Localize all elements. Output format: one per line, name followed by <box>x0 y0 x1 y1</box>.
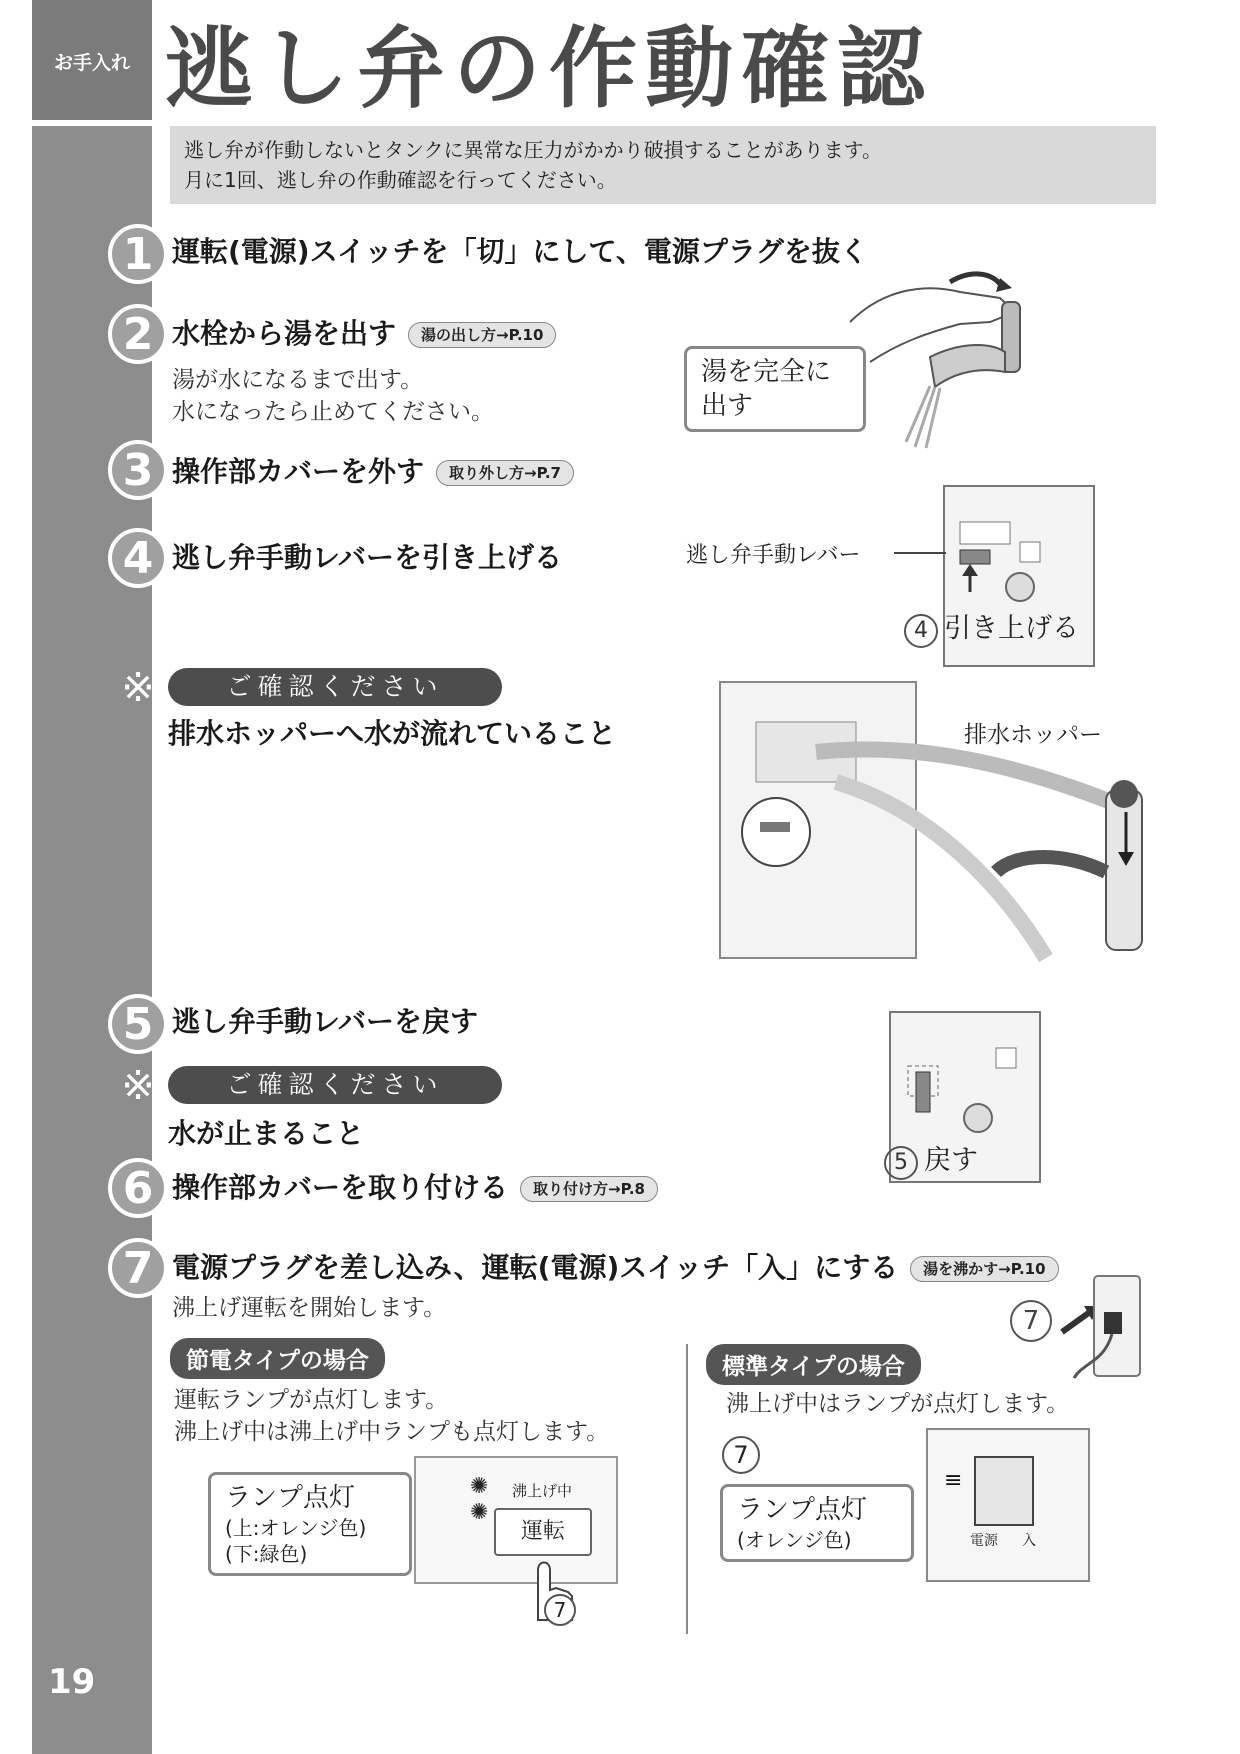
saving-type-line-1: 運転ランプが点灯します。 <box>174 1387 449 1413</box>
step-number-4: 4 <box>108 528 168 588</box>
step-6-heading: 操作部カバーを取り付ける <box>172 1171 509 1204</box>
lever-action: 引き上げる <box>944 613 1079 644</box>
step-number-3: 3 <box>108 440 168 500</box>
step-4-heading: 逃し弁手動レバーを引き上げる <box>172 541 563 574</box>
saving-type-title: 節電タイプの場合 <box>170 1338 385 1379</box>
power-rocker-switch[interactable] <box>974 1456 1034 1526</box>
standard-callout-line-1: (オレンジ色) <box>737 1528 852 1552</box>
plug-step-circle: 7 <box>1010 1300 1052 1342</box>
step-2-heading: 水栓から湯を出す <box>172 317 397 350</box>
faucet-illustration <box>840 262 1040 452</box>
step-2-page-ref[interactable]: 湯の出し方→P.10 <box>408 322 556 348</box>
page-number: 19 <box>48 1662 96 1702</box>
step-2-heading-row <box>172 314 556 354</box>
confirm-check-1: 排水ホッパーへ水が流れていること <box>168 717 617 750</box>
confirm-pill-2: ご確認ください <box>168 1066 502 1104</box>
return-step-circle: 5 <box>884 1146 918 1180</box>
step-7-page-ref[interactable]: 湯を沸かす→P.10 <box>910 1256 1058 1282</box>
step-2-sub-2: 水になったら止めてください。 <box>172 399 494 425</box>
saving-step-circle: 7 <box>544 1594 576 1626</box>
lamp-burst-icon: ✺ <box>470 1474 489 1499</box>
return-action: 戻す <box>924 1145 978 1176</box>
faucet-callout-line-2: 出す <box>701 391 754 421</box>
switch-power-label: 電源 <box>970 1533 998 1549</box>
step-3-heading: 操作部カバーを外す <box>172 455 425 488</box>
return-action-row <box>884 1138 978 1180</box>
hopper-label: 排水ホッパー <box>964 722 1102 748</box>
lamp-burst-icon-lower: ✺ <box>470 1500 489 1525</box>
intro-line-1: 逃し弁が作動しないとタンクに異常な圧力がかかり破損することがあります。 <box>184 138 882 162</box>
standard-step-circle: 7 <box>722 1436 760 1474</box>
standard-callout-title: ランプ点灯 <box>737 1495 868 1525</box>
step-7-heading-row <box>172 1248 1059 1288</box>
saving-lamp-callout <box>208 1472 412 1576</box>
sidebar <box>32 126 152 1754</box>
step-7-heading: 電源プラグを差し込み、運転(電源)スイッチ「入」にする <box>172 1251 899 1284</box>
faucet-callout <box>684 346 866 432</box>
step-number-5: 5 <box>108 994 168 1054</box>
confirm-check-2: 水が止まること <box>168 1117 365 1150</box>
confirm-mark-1: ※ <box>121 665 155 711</box>
step-2-sub-1: 湯が水になるまで出す。 <box>172 367 424 393</box>
saving-callout-line-1: (上:オレンジ色) <box>225 1516 367 1540</box>
step-1-heading: 運転(電源)スイッチを「切」にして、電源プラグを抜く <box>172 235 868 268</box>
confirm-pill-1: ご確認ください <box>168 668 502 706</box>
standard-lamp-burst-icon: ≡ <box>944 1468 963 1493</box>
standard-type-line-1: 沸上げ中はランプが点灯します。 <box>726 1391 1070 1417</box>
switch-on-label: 入 <box>1022 1533 1036 1549</box>
lever-step-circle: 4 <box>904 614 938 648</box>
saving-callout-title: ランプ点灯 <box>225 1483 356 1513</box>
page-title: 逃し弁の作動確認 <box>165 17 934 120</box>
step-number-2: 2 <box>108 304 168 364</box>
step-number-1: 1 <box>108 224 168 284</box>
intro-line-2: 月に1回、逃し弁の作動確認を行ってください。 <box>184 168 617 192</box>
lever-action-row <box>904 606 1079 648</box>
section-label: お手入れ <box>53 52 130 74</box>
saving-callout-line-2: (下:緑色) <box>225 1542 308 1566</box>
type-divider <box>686 1344 688 1634</box>
standard-lamp-callout <box>720 1484 914 1562</box>
step-5-heading: 逃し弁手動レバーを戻す <box>172 1005 479 1038</box>
standard-type-title: 標準タイプの場合 <box>706 1344 921 1385</box>
panel-boiling-label: 沸上げ中 <box>512 1482 573 1500</box>
step-number-6: 6 <box>108 1158 168 1218</box>
panel-run-button[interactable]: 運転 <box>494 1508 592 1556</box>
step-3-heading-row <box>172 452 574 492</box>
step-7-sub: 沸上げ運転を開始します。 <box>172 1295 447 1321</box>
step-6-heading-row <box>172 1168 658 1208</box>
intro-box <box>170 126 1156 204</box>
lever-label: 逃し弁手動レバー <box>686 543 861 568</box>
step-number-7: 7 <box>108 1238 168 1298</box>
confirm-mark-2: ※ <box>121 1063 155 1109</box>
step-6-page-ref[interactable]: 取り付け方→P.8 <box>520 1176 658 1202</box>
saving-type-line-2: 沸上げ中は沸上げ中ランプも点灯します。 <box>174 1419 610 1445</box>
faucet-callout-line-1: 湯を完全に <box>701 357 832 387</box>
lever-leader-line <box>894 552 946 554</box>
plug-outlet-illustration <box>1054 1272 1144 1382</box>
step-3-page-ref[interactable]: 取り外し方→P.7 <box>436 460 574 486</box>
